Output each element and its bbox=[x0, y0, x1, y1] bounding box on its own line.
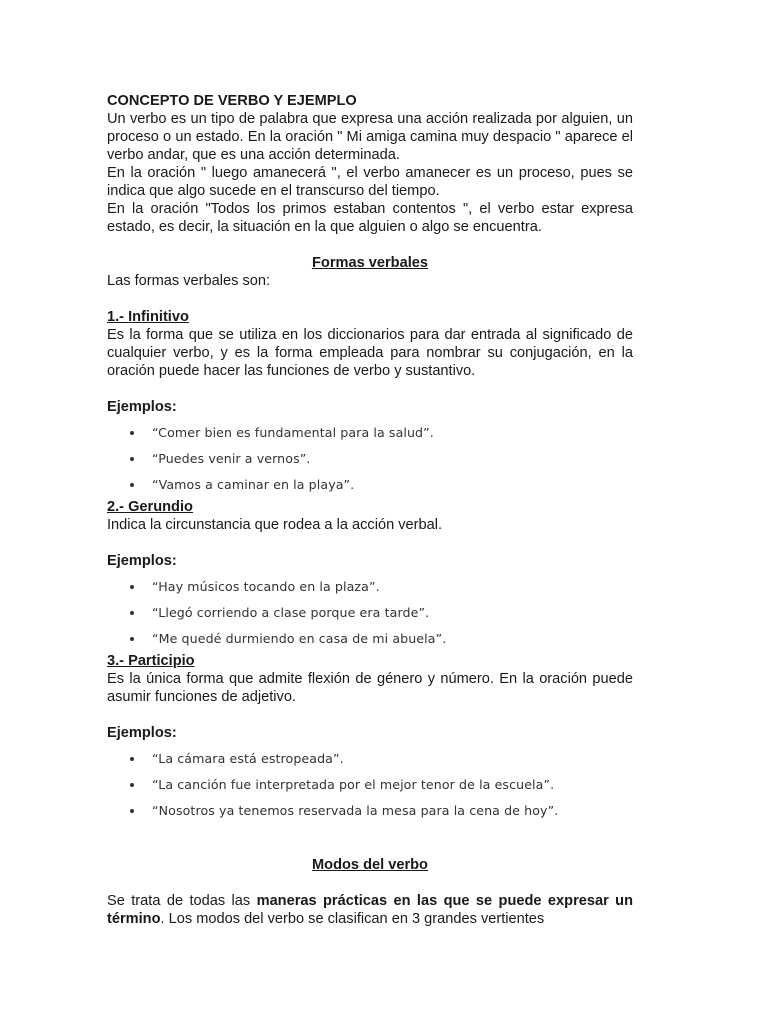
example-text: “Nosotros ya tenemos reservada la mesa para la cena de hoy”. bbox=[152, 803, 559, 818]
list-item bbox=[107, 574, 633, 600]
list-item bbox=[107, 798, 633, 824]
concepto-paragraph-3: En la oración "Todos los primos estaban contentos ", el verbo estar expresa estado, es decir, la situación en la que alguien o algo se encuentra. bbox=[107, 201, 633, 235]
bullet-icon bbox=[130, 585, 134, 589]
example-text: “Vamos a caminar en la playa”. bbox=[152, 477, 355, 492]
section-text: Indica la circunstancia que rodea a la acción verbal. bbox=[107, 517, 443, 533]
examples-list bbox=[107, 746, 633, 824]
document-page bbox=[107, 92, 633, 928]
examples-list bbox=[107, 574, 633, 652]
modos-text-before: Se trata de todas las bbox=[107, 893, 257, 909]
examples-label: Ejemplos: bbox=[107, 553, 177, 569]
modos-heading: Modos del verbo bbox=[312, 857, 428, 873]
bullet-icon bbox=[130, 611, 134, 615]
example-text: “Me quedé durmiendo en casa de mi abuela”. bbox=[152, 631, 447, 646]
section-participio bbox=[107, 652, 633, 824]
bullet-icon bbox=[130, 457, 134, 461]
section-title: 2.- Gerundio bbox=[107, 499, 193, 515]
concepto-paragraph-2: En la oración " luego amanecerá ", el verbo amanecer es un proceso, pues se indica que algo sucede en el transcurso del tiempo. bbox=[107, 165, 633, 199]
bullet-icon bbox=[130, 431, 134, 435]
list-item bbox=[107, 446, 633, 472]
section-gerundio bbox=[107, 498, 633, 652]
modos-text-after: . Los modos del verbo se clasifican en 3 grandes vertientes bbox=[160, 911, 545, 927]
section-infinitivo bbox=[107, 308, 633, 498]
example-text: “Llegó corriendo a clase porque era tarde”. bbox=[152, 605, 430, 620]
examples-list bbox=[107, 420, 633, 498]
list-item bbox=[107, 626, 633, 652]
bullet-icon bbox=[130, 783, 134, 787]
section-text: Es la única forma que admite flexión de género y número. En la oración puede asumir funciones de adjetivo. bbox=[107, 671, 633, 705]
bullet-icon bbox=[130, 809, 134, 813]
example-text: “La canción fue interpretada por el mejor tenor de la escuela”. bbox=[152, 777, 555, 792]
example-text: “Puedes venir a vernos”. bbox=[152, 451, 311, 466]
section-title: 1.- Infinitivo bbox=[107, 309, 189, 325]
concepto-title: CONCEPTO DE VERBO Y EJEMPLO bbox=[107, 93, 357, 109]
examples-label: Ejemplos: bbox=[107, 399, 177, 415]
formas-intro: Las formas verbales son: bbox=[107, 273, 271, 289]
concepto-paragraph-1: Un verbo es un tipo de palabra que expresa una acción realizada por alguien, un proceso o un estado. En la oración " Mi amiga camina muy despacio " aparece el verbo andar, que es una acción determinada. bbox=[107, 111, 633, 163]
list-item bbox=[107, 772, 633, 798]
modos-paragraph bbox=[107, 892, 633, 928]
example-text: “Hay músicos tocando en la plaza”. bbox=[152, 579, 380, 594]
section-title: 3.- Participio bbox=[107, 653, 195, 669]
example-text: “Comer bien es fundamental para la salud”. bbox=[152, 425, 434, 440]
list-item bbox=[107, 472, 633, 498]
example-text: “La cámara está estropeada”. bbox=[152, 751, 344, 766]
modos-text-bold: maneras prácticas en las que se puede expresar un término bbox=[107, 893, 633, 927]
examples-label: Ejemplos: bbox=[107, 725, 177, 741]
list-item bbox=[107, 420, 633, 446]
list-item bbox=[107, 600, 633, 626]
bullet-icon bbox=[130, 757, 134, 761]
formas-heading: Formas verbales bbox=[311, 255, 428, 271]
section-text: Es la forma que se utiliza en los diccionarios para dar entrada al significado de cualquier verbo, y es la forma empleada para nombrar su conjugación, en la oración puede hacer las funciones de verbo y sustantivo. bbox=[107, 327, 633, 379]
list-item bbox=[107, 746, 633, 772]
bullet-icon bbox=[130, 637, 134, 641]
bullet-icon bbox=[130, 483, 134, 487]
